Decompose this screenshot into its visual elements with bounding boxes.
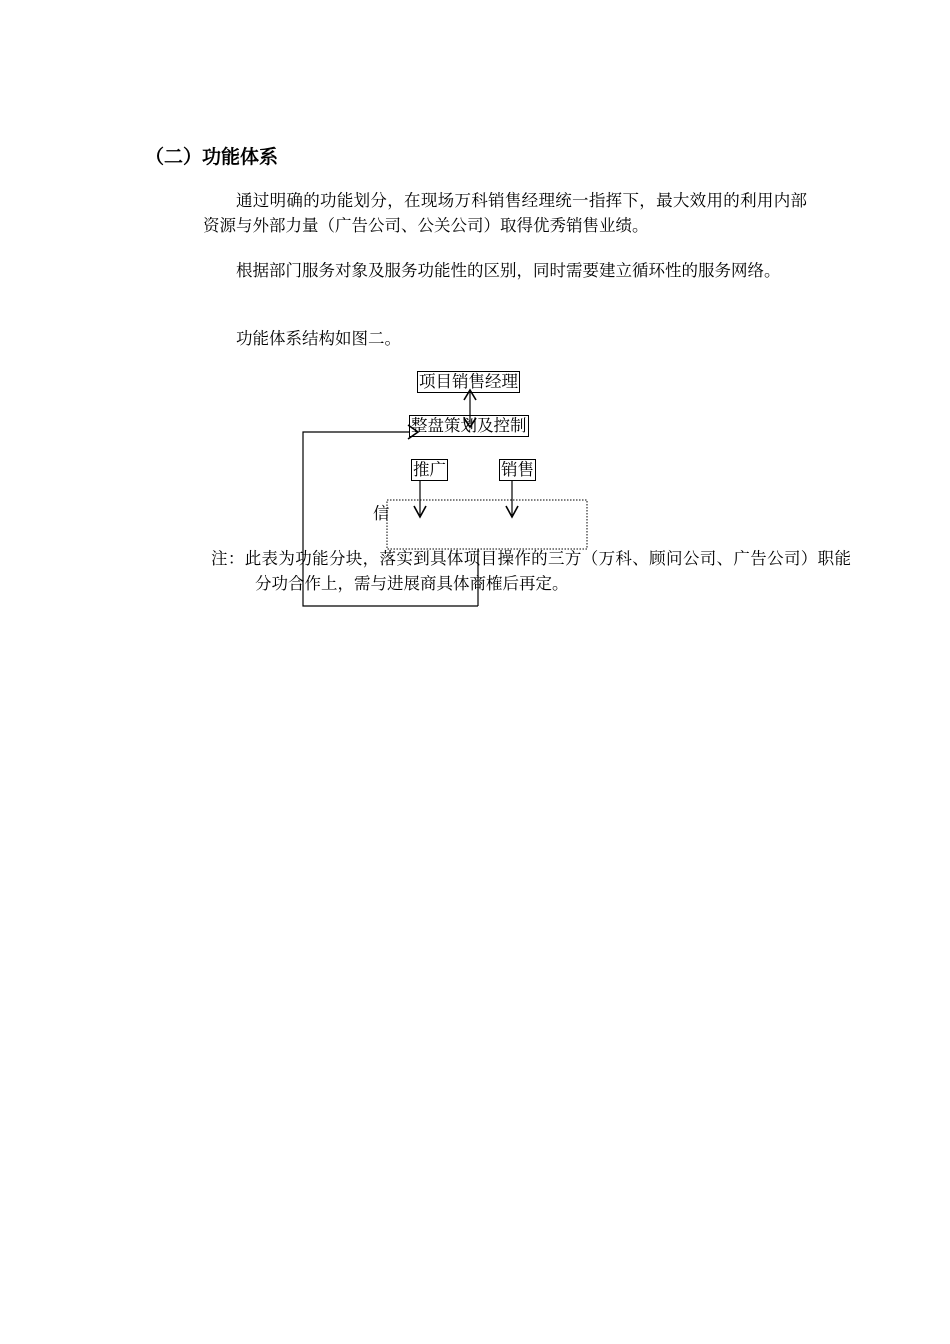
paragraph-intro: 通过明确的功能划分，在现场万科销售经理统一指挥下，最大效用的利用内部资源与外部力量（广告公司、公关公司）取得优秀销售业绩。 xyxy=(203,191,807,235)
node-project-sales-manager: 项目销售经理 xyxy=(419,372,518,391)
dotted-group-box xyxy=(387,500,587,549)
node-cut-off-label: 信 xyxy=(373,504,390,523)
node-planning-control: 整盘策划及控制 xyxy=(411,416,527,435)
node-promotion: 推广 xyxy=(413,460,446,479)
paragraph-network: 根据部门服务对象及服务功能性的区别，同时需要建立循环性的服务网络。 xyxy=(236,261,781,280)
sales-down-arrowhead xyxy=(506,506,518,517)
paragraph-figure-ref: 功能体系结构如图二。 xyxy=(236,329,401,348)
node-sales: 销售 xyxy=(501,460,534,479)
section-heading: （二）功能体系 xyxy=(145,146,279,168)
footnote: 注：此表为功能分块，落实到具体项目操作的三方（万科、顾问公司、广告公司）职能分功合作上，需与进展商具体商榷后再定。 xyxy=(211,549,851,593)
promotion-down-arrowhead xyxy=(414,506,426,517)
